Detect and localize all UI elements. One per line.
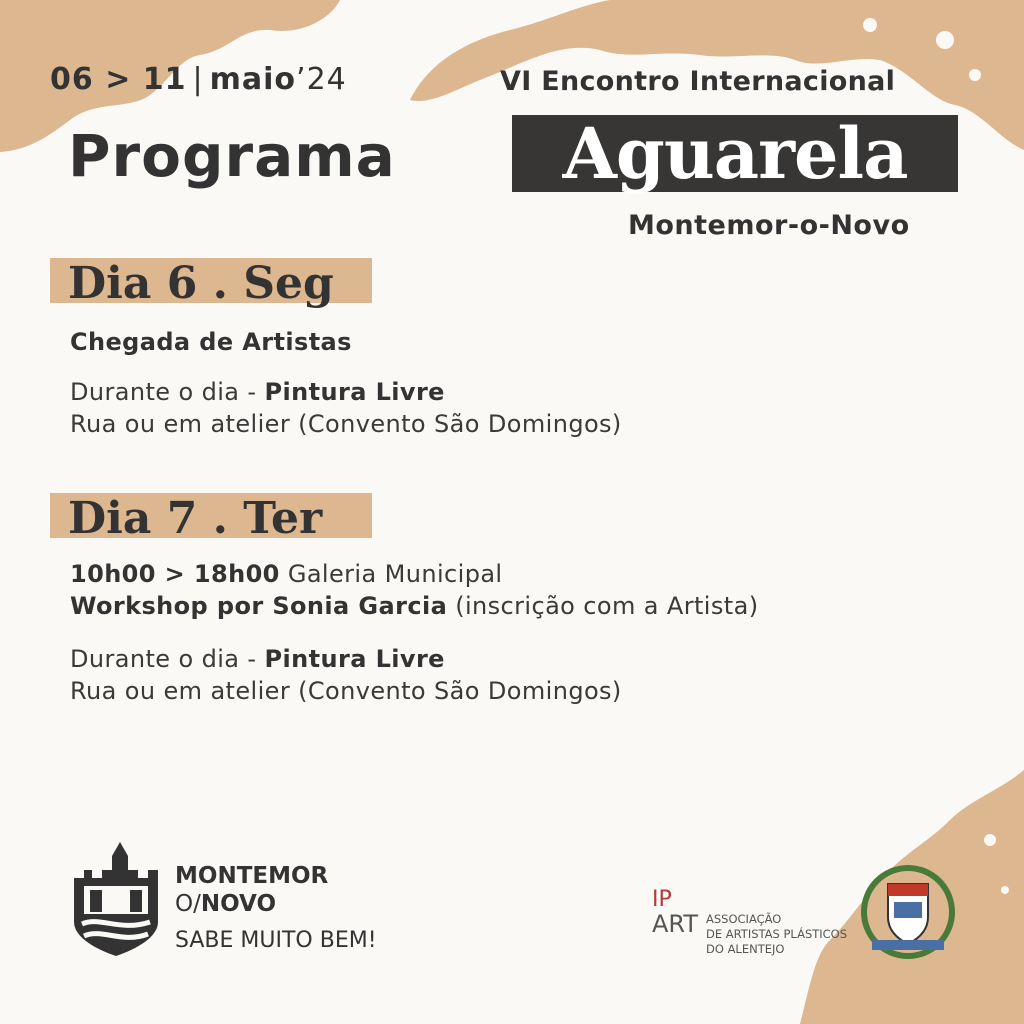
assoc-logo: IP ART [652,887,699,938]
dates-range: 06 > 11 [50,62,187,97]
dates-separator: | [192,62,204,97]
municipality-castle-logo-icon [70,842,162,956]
schedule-item-time: 10h00 > 18h00 Galeria Municipal [70,560,503,588]
assoc-name: ASSOCIAÇÃO DE ARTISTAS PLÁSTICOS DO ALENTEJO [706,912,848,956]
schedule-item: Chegada de Artistas [70,328,352,356]
dates-month: maio [209,62,297,97]
schedule-item: Durante o dia - Pintura Livre [70,378,445,406]
dates-year: ’24 [296,62,347,97]
crest-emblem-icon [858,862,958,962]
event-city: Montemor-o-Novo [628,210,910,241]
day-heading: Dia 7 . Ter [68,493,323,544]
event-subtitle: VI Encontro Internacional [500,66,896,97]
schedule-item: Durante o dia - Pintura Livre [70,645,445,673]
schedule-item-location: Rua ou em atelier (Convento São Domingos) [70,410,622,438]
page-title: Programa [68,122,396,190]
schedule-item-location: Rua ou em atelier (Convento São Domingos) [70,677,622,705]
event-brand-title: Aguarela [512,115,958,192]
municipality-name: MONTEMOR O/NOVO [175,863,329,917]
day-heading: Dia 6 . Seg [68,258,334,309]
municipality-tagline: SABE MUITO BEM! [175,928,377,953]
event-dates [50,62,347,97]
schedule-item-workshop: Workshop por Sonia Garcia (inscrição com a Artista) [70,592,759,620]
